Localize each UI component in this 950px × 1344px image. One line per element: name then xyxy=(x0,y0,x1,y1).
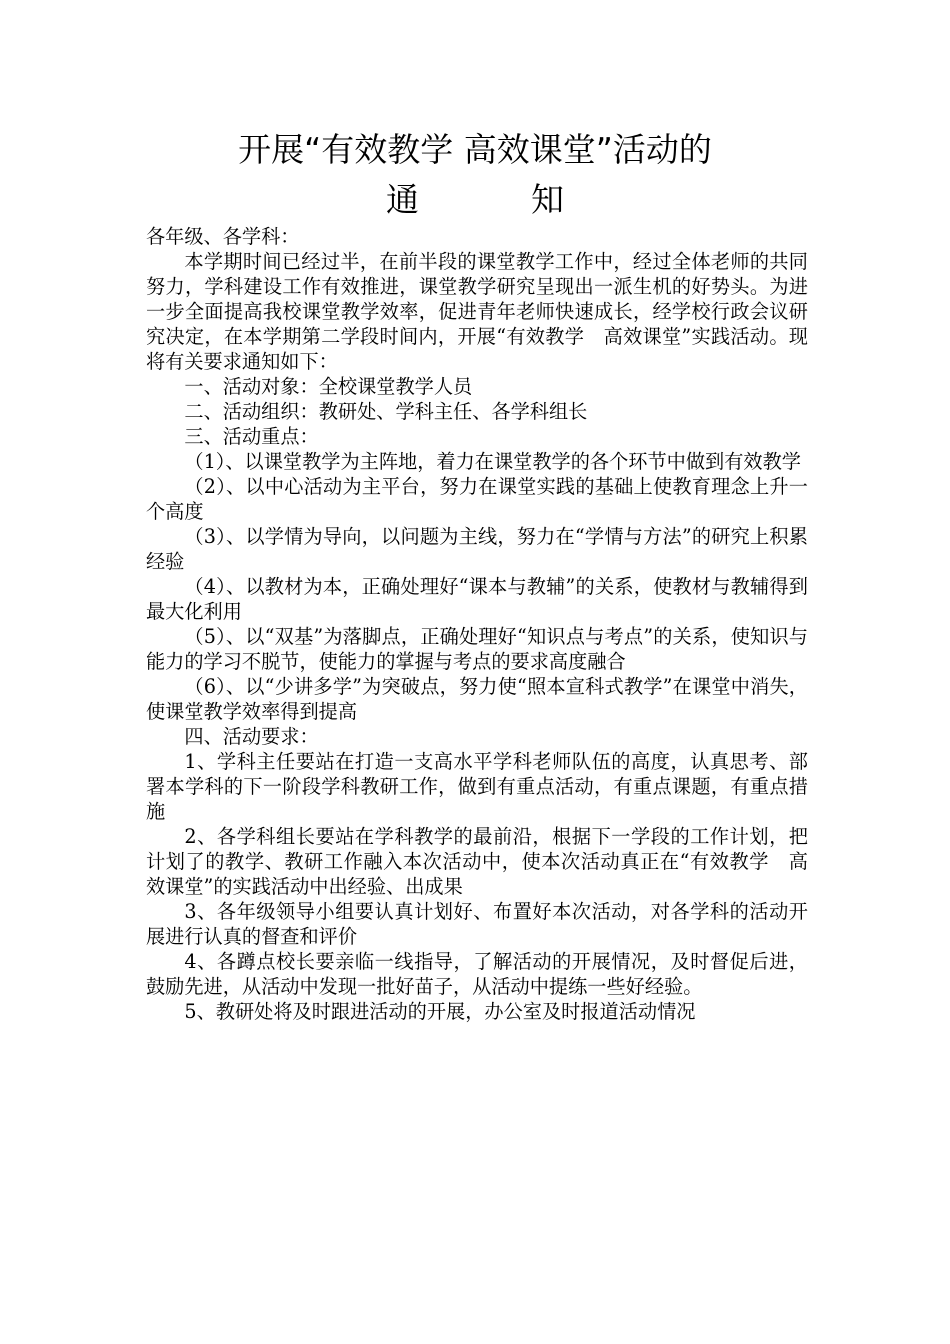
focus-point: （2）、以中心活动为主平台，努力在课堂实践的基础上使教育理念上升一个高度 xyxy=(146,475,808,523)
section-organization: 二、活动组织：教研处、学科主任、各学科组长 xyxy=(184,400,588,423)
intro-paragraph: 本学期时间已经过半，在前半段的课堂教学工作中，经过全体老师的共同努力，学科建设工作有效推进，课堂教学研究呈现出一派生机的好势头。为进一步全面提高我校课堂教学效率，促进青年老师快速成长，经学校行政会议研究决定，在本学期第二学段时间内，开展“有效教学 高效课堂”实践活动。现将有关要求通知如下： xyxy=(146,250,808,373)
focus-point: （6）、以“少讲多学”为突破点，努力使“照本宣科式教学”在课堂中消失，使课堂教学效率得到提高 xyxy=(146,675,808,723)
section-requirements-heading: 四、活动要求： xyxy=(184,725,319,748)
focus-point: （1）、以课堂教学为主阵地，着力在课堂教学的各个环节中做到有效教学 xyxy=(184,450,801,473)
requirement-item: 1、学科主任要站在打造一支高水平学科老师队伍的高度，认真思考、部署本学科的下一阶段学科教研工作，做到有重点活动，有重点课题，有重点措施 xyxy=(146,750,808,823)
requirement-item: 4、各蹲点校长要亲临一线指导，了解活动的开展情况，及时督促后进，鼓励先进，从活动中发现一批好苗子，从活动中提练一些好经验。 xyxy=(146,950,808,998)
requirement-item: 2、各学科组长要站在学科教学的最前沿，根据下一学段的工作计划，把计划了的教学、教研工作融入本次活动中，使本次活动真正在“有效教学 高效课堂”的实践活动中出经验、出成果 xyxy=(146,825,808,898)
requirement-item: 3、各年级领导小组要认真计划好、布置好本次活动，对各学科的活动开展进行认真的督查和评价 xyxy=(146,900,808,948)
document-title: 开展“有效教学 高效课堂”活动的 xyxy=(238,130,712,169)
focus-point: （5）、以“双基”为落脚点，正确处理好“知识点与考点”的关系，使知识与能力的学习不脱节，使能力的掌握与考点的要求高度融合 xyxy=(146,625,808,673)
title-char-2: 知 xyxy=(531,180,564,219)
focus-point: （4）、以教材为本，正确处理好“课本与教辅”的关系，使教材与教辅得到最大化利用 xyxy=(146,575,808,623)
focus-point: （3）、以学情为导向，以问题为主线，努力在“学情与方法”的研究上积累经验 xyxy=(146,525,808,573)
document-body xyxy=(146,224,808,1024)
salutation: 各年级、各学科： xyxy=(146,225,300,248)
title-char-1: 通 xyxy=(386,180,419,219)
requirement-item: 5、教研处将及时跟进活动的开展，办公室及时报道活动情况 xyxy=(184,1000,696,1023)
section-focus-heading: 三、活动重点： xyxy=(184,425,319,448)
section-target: 一、活动对象：全校课堂教学人员 xyxy=(184,375,473,398)
document-title-notice xyxy=(0,180,950,220)
